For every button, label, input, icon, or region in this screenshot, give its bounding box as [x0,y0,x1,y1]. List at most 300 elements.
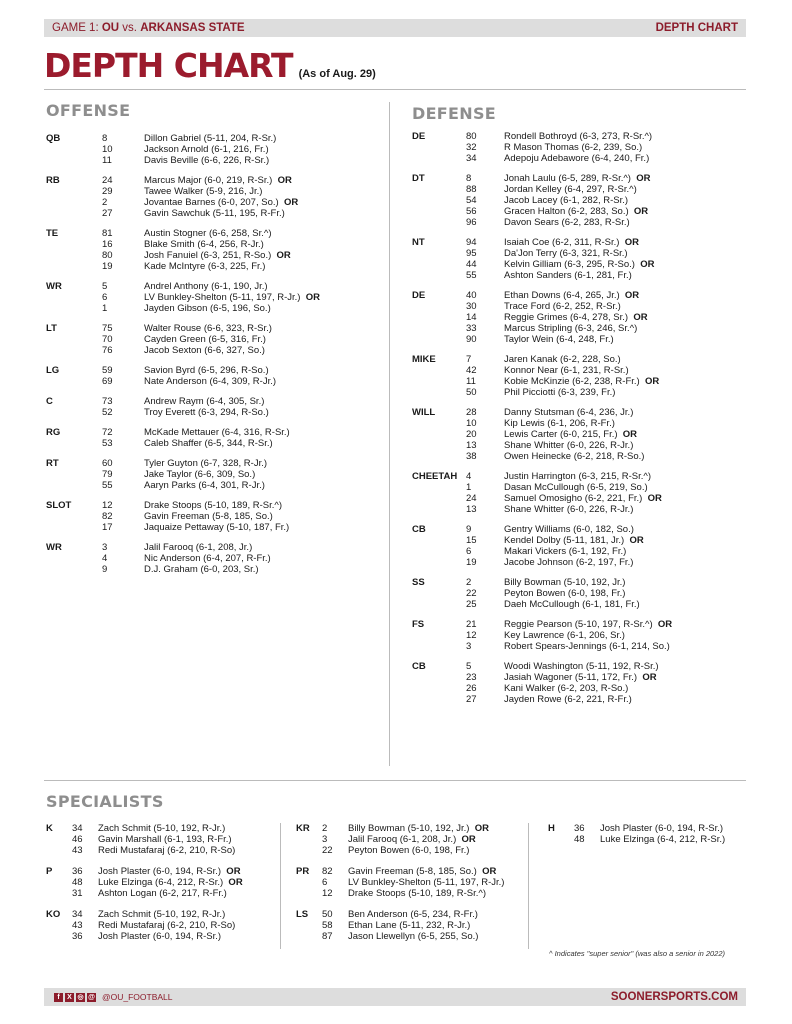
jersey-number: 27 [466,694,477,705]
jersey-number: 24 [466,493,477,504]
player-name: Dillon Gabriel (5-11, 204, R-Sr.) [144,133,277,144]
player-name: Peyton Bowen (6-0, 198, Fr.) [504,588,626,599]
player-row [144,208,298,219]
player-row [144,376,276,387]
position-label: H [548,823,555,834]
player-name: Jasiah Wagoner (5-11, 172, Fr.) [504,672,638,683]
player-row [504,672,659,683]
player-name: Drake Stoops (5-10, 189, R-Sr.^) [144,500,283,511]
or-marker: OR [476,866,497,877]
player-name: Isaiah Coe (6-2, 311, R-Sr.) [504,237,620,248]
player-row [144,564,271,575]
jersey-number: 55 [466,270,477,281]
social-links [54,992,173,1002]
player-row [144,281,320,292]
player-name: Justin Harrington (6-3, 215, R-Sr.^) [504,471,652,482]
player-row [504,323,648,334]
player-row [600,834,725,845]
player-name: Ethan Lane (5-11, 232, R-Jr.) [348,920,471,931]
player-row [504,588,640,599]
player-row [504,407,644,418]
jersey-number: 10 [102,144,113,155]
player-row [98,845,235,856]
player-row [98,877,243,888]
player-row [504,694,659,705]
position-label: KO [46,909,61,920]
footnote: ^ Indicates "super senior" (was also a senior in 2022) [549,949,726,958]
player-row [98,931,235,942]
jersey-number: 25 [466,599,477,610]
jersey-number: 81 [102,228,113,239]
position-label: DT [412,173,425,184]
position-group [46,396,269,418]
player-row [348,823,489,834]
player-row [144,261,291,272]
jersey-number: 22 [322,845,333,856]
instagram-icon[interactable]: ◎ [77,993,84,1001]
player-name: Ashton Sanders (6-1, 281, Fr.) [504,270,632,281]
position-label: RG [46,427,61,438]
player-name: Peyton Bowen (6-0, 198, Fr.) [348,845,470,856]
player-name: Ashton Logan (6-2, 217, R-Fr.) [98,888,227,899]
player-name: LV Bunkley-Shelton (5-11, 197, R-Jr.) [144,292,301,303]
player-row [144,197,298,208]
jersey-number: 29 [102,186,113,197]
player-row [144,155,276,166]
jersey-number: 96 [466,217,477,228]
jersey-number: 36 [72,931,83,942]
position-group [46,365,276,387]
player-row [504,195,651,206]
position-group [412,290,648,345]
player-row [144,438,290,449]
jersey-number: 79 [102,469,113,480]
column-divider [389,102,390,766]
jersey-number: 94 [466,237,477,248]
player-row [504,683,659,694]
player-row [504,482,662,493]
jersey-number: 58 [322,920,333,931]
player-name: Marcus Stripling (6-3, 246, Sr.^) [504,323,638,334]
player-row [348,845,489,856]
player-name: Jonah Laulu (6-5, 289, R-Sr.^) [504,173,631,184]
player-name: Zach Schmit (5-10, 192, R-Jr.) [98,909,226,920]
jersey-number: 23 [466,672,477,683]
player-name: Kade McIntyre (6-3, 225, Fr.) [144,261,266,272]
player-name: Zach Schmit (5-10, 192, R-Jr.) [98,823,226,834]
player-name: Davis Beville (6-6, 226, R-Sr.) [144,155,270,166]
player-row [144,345,272,356]
jersey-number: 2 [102,197,108,208]
player-row [98,866,243,877]
jersey-number: 6 [322,877,328,888]
player-row [348,866,504,877]
threads-icon[interactable]: @ [88,993,95,1001]
player-row [144,480,267,491]
player-row [504,184,651,195]
player-row [348,877,504,888]
jersey-number: 75 [102,323,113,334]
position-label: LG [46,365,60,376]
jersey-number: 4 [466,471,472,482]
player-row [504,471,662,482]
player-name: Gavin Marshall (6-1, 193, R-Fr.) [98,834,232,845]
jersey-number: 16 [102,239,113,250]
player-name: Ethan Downs (6-4, 265, Jr.) [504,290,620,301]
player-row [144,542,271,553]
player-row [348,909,478,920]
player-row [504,237,654,248]
or-marker: OR [469,823,489,834]
jersey-number: 48 [72,877,83,888]
player-name: Kobie McKinzie (6-2, 238, R-Fr.) [504,376,640,387]
player-name: D.J. Graham (6-0, 203, Sr.) [144,564,259,575]
player-row [504,354,659,365]
player-row [144,469,267,480]
player-name: Andrew Raym (6-4, 305, Sr.) [144,396,265,407]
player-name: Luke Elzinga (6-4, 212, R-Sr.) [600,834,726,845]
position-group [412,471,662,515]
player-row [504,504,662,515]
player-row [144,175,298,186]
jersey-number: 8 [466,173,472,184]
or-marker: OR [628,206,649,217]
or-marker: OR [619,237,639,248]
jersey-number: 46 [72,834,83,845]
player-row [98,888,243,899]
jersey-number: 11 [102,155,112,166]
or-marker: OR [628,312,648,323]
player-name: Jalil Farooq (6-1, 208, Jr.) [348,834,457,845]
jersey-number: 2 [466,577,472,588]
player-name: McKade Mettauer (6-4, 316, R-Sr.) [144,427,290,438]
jersey-number: 90 [466,334,477,345]
player-row [600,823,725,834]
player-row [504,365,659,376]
player-name: Drake Stoops (5-10, 189, R-Sr.^) [348,888,487,899]
jersey-number: 24 [102,175,113,186]
player-row [144,522,289,533]
or-marker: OR [624,535,644,546]
or-marker: OR [652,619,673,630]
position-group [46,500,289,533]
player-row [144,239,291,250]
player-name: Jalil Farooq (6-1, 208, Jr.) [144,542,253,553]
jersey-number: 73 [102,396,113,407]
jersey-number: 7 [466,354,472,365]
player-row [504,630,672,641]
player-row [98,823,235,834]
player-row [144,144,276,155]
position-label: LS [296,909,309,920]
position-group [46,823,235,856]
position-group [46,228,291,272]
player-row [144,334,272,345]
jersey-number: 36 [72,866,83,877]
player-row [144,186,298,197]
player-row [504,599,640,610]
jersey-number: 31 [72,888,83,899]
position-group [412,577,640,610]
or-marker: OR [617,429,638,440]
jersey-number: 60 [102,458,113,469]
jersey-number: 15 [466,535,477,546]
jersey-number: 4 [102,553,108,564]
jersey-number: 9 [102,564,108,575]
or-marker: OR [271,250,291,261]
jersey-number: 12 [102,500,113,511]
jersey-number: 13 [466,440,477,451]
player-row [504,661,659,672]
jersey-number: 43 [72,845,83,856]
jersey-number: 1 [102,303,108,314]
jersey-number: 72 [102,427,113,438]
player-row [144,553,271,564]
player-name: Nic Anderson (6-4, 207, R-Fr.) [144,553,271,564]
player-row [504,440,644,451]
jersey-number: 80 [466,131,477,142]
jersey-number: 50 [322,909,333,920]
jersey-number: 95 [466,248,477,259]
player-name: Jacob Sexton (6-6, 327, So.) [144,345,265,356]
jersey-number: 14 [466,312,477,323]
player-row [504,418,644,429]
player-row [504,173,651,184]
jersey-number: 82 [102,511,113,522]
position-group [412,619,672,652]
jersey-number: 21 [466,619,477,630]
player-row [144,228,291,239]
jersey-number: 52 [102,407,113,418]
position-group [46,542,271,575]
jersey-number: 6 [102,292,108,303]
player-row [504,217,651,228]
player-row [504,301,648,312]
player-row [504,290,648,301]
position-group [412,407,644,462]
player-name: Kani Walker (6-2, 203, R-So.) [504,683,629,694]
position-label: WR [46,281,62,292]
position-label: KR [296,823,310,834]
position-group [412,173,651,228]
player-row [348,834,489,845]
player-name: Key Lawrence (6-1, 206, Sr.) [504,630,625,641]
jersey-number: 5 [102,281,108,292]
jersey-number: 30 [466,301,477,312]
jersey-number: 9 [466,524,472,535]
jersey-number: 19 [466,557,477,568]
player-name: Davon Sears (6-2, 283, R-Sr.) [504,217,630,228]
player-name: Phil Picciotti (6-3, 239, Fr.) [504,387,616,398]
player-row [504,546,644,557]
or-marker: OR [300,292,321,303]
jersey-number: 53 [102,438,113,449]
player-name: Reggie Grimes (6-4, 278, Sr.) [504,312,629,323]
jersey-number: 6 [466,546,472,557]
jersey-number: 33 [466,323,477,334]
player-row [504,206,651,217]
or-marker: OR [637,672,657,683]
jersey-number: 10 [466,418,477,429]
player-name: Jacobe Johnson (6-2, 197, Fr.) [504,557,634,568]
player-name: Walter Rouse (6-6, 323, R-Sr.) [144,323,272,334]
position-group [412,661,659,705]
player-row [348,931,478,942]
jersey-number: 40 [466,290,477,301]
player-name: Marcus Major (6-0, 219, R-Sr.) [144,175,273,186]
player-name: Ben Anderson (6-5, 234, R-Fr.) [348,909,478,920]
game-label: GAME 1: OU vs. ARKANSAS STATE [52,22,245,34]
player-row [504,248,654,259]
jersey-number: 82 [322,866,333,877]
specialists-column-divider [528,823,529,949]
player-name: Jovantae Barnes (6-0, 207, So.) [144,197,279,208]
position-group [46,427,290,449]
player-row [504,387,659,398]
position-group [296,823,489,856]
jersey-number: 80 [102,250,113,261]
player-row [144,133,276,144]
player-row [144,365,276,376]
header-right-label: DEPTH CHART [655,22,738,34]
player-name: Jackson Arnold (6-1, 216, Fr.) [144,144,269,155]
player-row [504,577,640,588]
player-name: Gavin Freeman (5-8, 185, So.) [144,511,273,522]
specialists-column-divider [280,823,281,949]
player-name: Kendel Dolby (5-11, 181, Jr.) [504,535,625,546]
jersey-number: 32 [466,142,477,153]
player-row [98,834,235,845]
jersey-number: 27 [102,208,113,219]
player-name: Jake Taylor (6-6, 309, So.) [144,469,256,480]
position-label: RB [46,175,60,186]
player-name: Jason Llewellyn (6-5, 255, So.) [348,931,479,942]
position-label: P [46,866,53,877]
position-label: C [46,396,53,407]
jersey-number: 69 [102,376,113,387]
jersey-number: 44 [466,259,477,270]
jersey-number: 55 [102,480,113,491]
player-row [504,334,648,345]
player-name: Caleb Shaffer (6-5, 344, R-Sr.) [144,438,273,449]
jersey-number: 12 [322,888,333,899]
position-group [46,323,272,356]
position-group [296,866,504,899]
player-row [144,292,320,303]
position-group [46,909,235,942]
x-icon[interactable]: X [65,993,74,1002]
or-marker: OR [272,175,292,186]
player-name: Josh Plaster (6-0, 194, R-Sr.) [600,823,724,834]
player-row [504,619,672,630]
player-name: Reggie Pearson (5-10, 197, R-Sr.^) [504,619,653,630]
player-row [144,323,272,334]
footer-bar [44,988,746,1006]
player-row [144,500,289,511]
position-label: LT [46,323,57,334]
position-group [412,131,652,164]
position-label: DE [412,290,426,301]
player-row [348,920,478,931]
position-group [412,237,654,281]
player-name: Gavin Freeman (5-8, 185, So.) [348,866,477,877]
player-row [504,153,652,164]
jersey-number: 13 [466,504,477,515]
player-row [504,312,648,323]
website-link[interactable]: SOONERSPORTS.COM [610,991,738,1003]
player-name: Blake Smith (6-4, 256, R-Jr.) [144,239,264,250]
jersey-number: 56 [466,206,477,217]
player-name: Jaquaize Pettaway (5-10, 187, Fr.) [144,522,290,533]
position-label: K [46,823,53,834]
player-name: Daeh McCullough (6-1, 181, Fr.) [504,599,640,610]
jersey-number: 76 [102,345,113,356]
jersey-number: 26 [466,683,477,694]
jersey-number: 42 [466,365,477,376]
player-name: Gavin Sawchuk (5-11, 195, R-Fr.) [144,208,285,219]
jersey-number: 36 [574,823,585,834]
jersey-number: 3 [102,542,108,553]
position-label: QB [46,133,61,144]
player-name: Andrel Anthony (6-1, 190, Jr.) [144,281,268,292]
position-group [46,175,298,219]
player-name: Tawee Walker (5-9, 216, Jr.) [144,186,263,197]
position-label: SS [412,577,425,588]
player-name: Josh Plaster (6-0, 194, R-Sr.) [98,931,222,942]
jersey-number: 88 [466,184,477,195]
player-row [504,142,652,153]
position-label: SLOT [46,500,72,511]
position-label: CHEETAH [412,471,458,482]
player-name: Samuel Omosigho (6-2, 221, Fr.) [504,493,643,504]
player-name: Savion Byrd (6-5, 296, R-So.) [144,365,269,376]
jersey-number: 87 [322,931,333,942]
player-row [504,535,644,546]
player-row [504,131,652,142]
jersey-number: 1 [466,482,472,493]
page-title: DEPTH CHART [44,46,293,85]
player-row [144,250,291,261]
jersey-number: 5 [466,661,472,672]
jersey-number: 8 [102,133,108,144]
position-group [412,354,659,398]
position-group [46,133,276,166]
jersey-number: 70 [102,334,113,345]
player-name: Konnor Near (6-1, 231, R-Sr.) [504,365,629,376]
player-row [504,493,662,504]
position-label: MIKE [412,354,436,365]
position-label: PR [296,866,310,877]
jersey-number: 28 [466,407,477,418]
position-group [46,458,267,491]
jersey-number: 54 [466,195,477,206]
player-name: LV Bunkley-Shelton (5-11, 197, R-Jr.) [348,877,505,888]
facebook-icon[interactable]: f [54,993,63,1002]
defense-heading: DEFENSE [412,104,497,123]
jersey-number: 34 [466,153,477,164]
player-name: Robert Spears-Jennings (6-1, 214, So.) [504,641,670,652]
social-handle[interactable]: @OU_FOOTBALL [102,992,173,1002]
player-name: Troy Everett (6-3, 294, R-So.) [144,407,269,418]
player-name: Jordan Kelley (6-4, 297, R-Sr.^) [504,184,637,195]
player-name: Josh Fanuiel (6-3, 251, R-So.) [144,250,272,261]
position-group [296,909,478,942]
position-label: RT [46,458,59,469]
player-name: Billy Bowman (5-10, 192, Jr.) [348,823,470,834]
player-name: Shane Whitter (6-0, 226, R-Jr.) [504,440,634,451]
title-divider [44,89,746,90]
player-name: Trace Ford (6-2, 252, R-Sr.) [504,301,621,312]
